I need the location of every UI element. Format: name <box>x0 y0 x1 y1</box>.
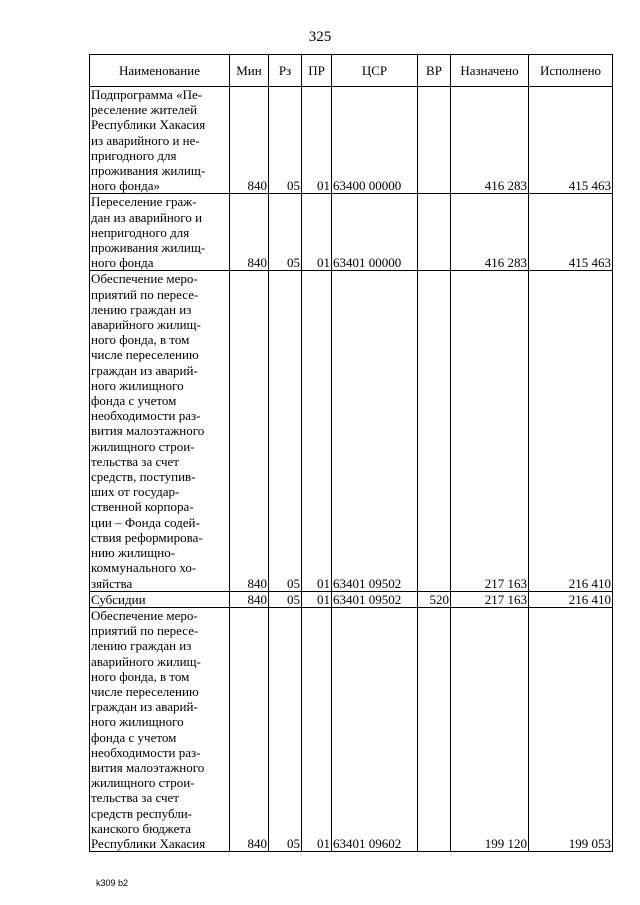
row-name-cell <box>90 591 230 607</box>
header-name: Наименование <box>90 55 230 87</box>
min-cell: 840 <box>230 607 269 851</box>
pr-cell: 01 <box>302 591 332 607</box>
vr-cell: 520 <box>418 591 451 607</box>
assigned-cell: 217 163 <box>451 271 529 591</box>
min-cell: 840 <box>230 591 269 607</box>
header-csr: ЦСР <box>332 55 418 87</box>
pr-cell: 01 <box>302 271 332 591</box>
row-name-line: приятий по пересе- <box>91 286 199 302</box>
row-name-line: Субсидии <box>91 591 146 607</box>
row-name-line: ственной корпора- <box>91 499 194 515</box>
executed-cell: 199 053 <box>529 607 613 851</box>
row-name-line: аварийного жилищ- <box>91 653 201 669</box>
csr-cell: 63401 09602 <box>332 607 418 851</box>
header-executed: Исполнено <box>529 55 613 87</box>
executed-cell: 216 410 <box>529 591 613 607</box>
row-name-line: граждан из аварий- <box>91 362 198 378</box>
row-name-line: фонда с учетом <box>91 393 177 409</box>
row-name-line: лению граждан из <box>91 638 192 654</box>
row-name-line: из аварийного и не- <box>91 132 200 148</box>
assigned-cell: 416 283 <box>451 87 529 194</box>
row-name-line: средств, поступив- <box>91 469 196 485</box>
budget-table <box>89 54 613 852</box>
row-name-line: пригодного для <box>91 147 177 163</box>
table-body <box>90 87 613 852</box>
rz-cell: 05 <box>269 87 302 194</box>
row-name-line: нию жилищно- <box>91 545 176 561</box>
min-cell: 840 <box>230 194 269 271</box>
csr-cell: 63400 00000 <box>332 87 418 194</box>
table-row <box>90 87 613 194</box>
table-row <box>90 271 613 591</box>
row-name-line: необходимости раз- <box>91 744 201 760</box>
csr-cell: 63401 09502 <box>332 271 418 591</box>
header-vr: ВР <box>418 55 451 87</box>
row-name-line: лению граждан из <box>91 301 192 317</box>
row-name-line: непригодного для <box>91 224 190 240</box>
pr-cell: 01 <box>302 607 332 851</box>
row-name-line: жилищного строи- <box>91 438 195 454</box>
executed-cell: 415 463 <box>529 87 613 194</box>
csr-cell: 63401 00000 <box>332 194 418 271</box>
row-name-line: ции – Фонда содей- <box>91 514 200 530</box>
vr-cell <box>418 194 451 271</box>
row-name-line: ного жилищного <box>91 714 184 730</box>
table-header-row <box>90 55 613 87</box>
row-name-line: коммунального хо- <box>91 560 197 576</box>
vr-cell <box>418 271 451 591</box>
page-number: 325 <box>308 29 332 45</box>
row-name-line: ного жилищного <box>91 377 184 393</box>
rz-cell: 05 <box>269 607 302 851</box>
row-name-line: ного фонда <box>91 255 154 271</box>
rz-cell: 05 <box>269 271 302 591</box>
assigned-cell: 199 120 <box>451 607 529 851</box>
pr-cell: 01 <box>302 87 332 194</box>
pr-cell: 01 <box>302 194 332 271</box>
row-name-cell <box>90 87 230 194</box>
row-name-line: Обеспечение меро- <box>91 607 198 623</box>
row-name-line: средств республи- <box>91 805 193 821</box>
row-name-line: зяйства <box>91 575 133 591</box>
executed-cell: 216 410 <box>529 271 613 591</box>
row-name-line: жилищного строи- <box>91 775 195 791</box>
row-name-line: тельства за счет <box>91 453 179 469</box>
rz-cell: 05 <box>269 591 302 607</box>
assigned-cell: 416 283 <box>451 194 529 271</box>
row-name-line: вития малоэтажного <box>91 759 205 775</box>
csr-cell: 63401 09502 <box>332 591 418 607</box>
row-name-line: проживания жилищ- <box>91 163 206 179</box>
row-name-line: ного фонда» <box>91 178 160 194</box>
row-name-line: числе переселению <box>91 347 199 363</box>
footer-code: k309 b2 <box>96 878 129 888</box>
rz-cell: 05 <box>269 194 302 271</box>
row-name-line: канского бюджета <box>91 820 192 836</box>
row-name-line: аварийного жилищ- <box>91 317 201 333</box>
vr-cell <box>418 607 451 851</box>
table-row <box>90 591 613 607</box>
header-min: Мин <box>230 55 269 87</box>
header-rz: Рз <box>269 55 302 87</box>
header-pr: ПР <box>302 55 332 87</box>
row-name-line: реселение жителей <box>91 102 198 118</box>
min-cell: 840 <box>230 87 269 194</box>
row-name-line: ного фонда, в том <box>91 668 190 684</box>
row-name-line: приятий по пересе- <box>91 623 199 639</box>
header-assigned: Назначено <box>451 55 529 87</box>
assigned-cell: 217 163 <box>451 591 529 607</box>
row-name-line: фонда с учетом <box>91 729 177 745</box>
row-name-line: Республики Хакасия <box>91 117 206 133</box>
row-name-line: вития малоэтажного <box>91 423 205 439</box>
row-name-line: тельства за счет <box>91 790 179 806</box>
row-name-cell <box>90 271 230 591</box>
min-cell: 840 <box>230 271 269 591</box>
row-name-line: граждан из аварий- <box>91 699 198 715</box>
row-name-line: Переселение граж- <box>91 194 197 210</box>
row-name-line: Подпрограмма «Пе- <box>91 87 203 102</box>
row-name-cell <box>90 607 230 851</box>
row-name-line: ших от государ- <box>91 484 180 500</box>
row-name-line: Обеспечение меро- <box>91 271 198 287</box>
row-name-line: необходимости раз- <box>91 408 201 424</box>
table-row <box>90 607 613 851</box>
row-name-line: проживания жилищ- <box>91 240 206 256</box>
row-name-line: дан из аварийного и <box>91 209 203 225</box>
row-name-line: числе переселению <box>91 683 199 699</box>
executed-cell: 415 463 <box>529 194 613 271</box>
table-row <box>90 194 613 271</box>
row-name-line: ного фонда, в том <box>91 332 190 348</box>
row-name-line: ствия реформирова- <box>91 529 203 545</box>
row-name-cell <box>90 194 230 271</box>
vr-cell <box>418 87 451 194</box>
row-name-line: Республики Хакасия <box>91 835 206 851</box>
